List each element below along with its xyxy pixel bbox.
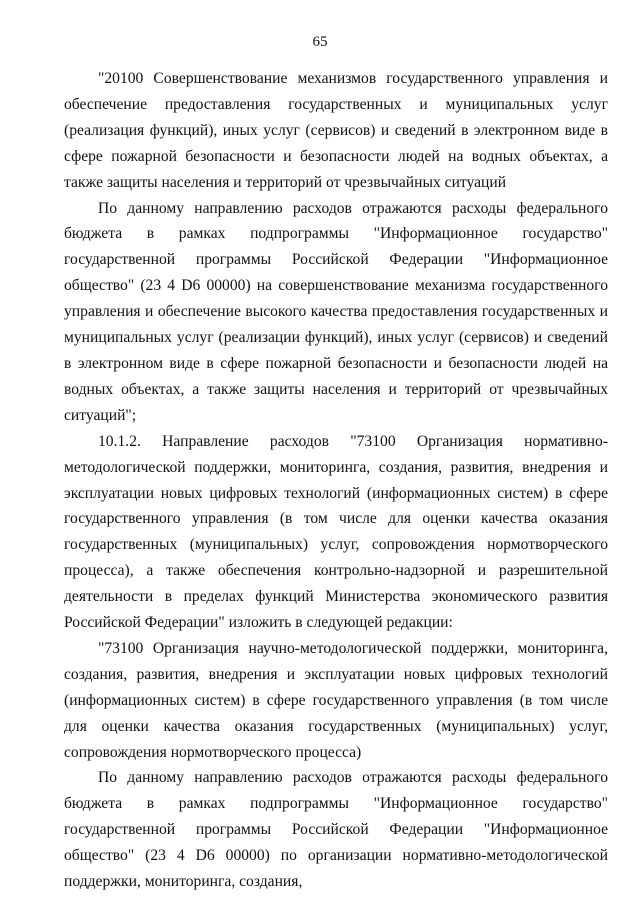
- paragraph-73100-heading: "73100 Организация научно-методологической поддержки, мониторинга, создания, развития, внедрения и эксплуатации новых цифровых технологий (информационных систем) в сфере государственного управления (в том числе для оценки качества оказания государственных (муниципальных) услуг, сопровождения нормотворческого процесса): [64, 639, 608, 761]
- page-number: 65: [312, 34, 328, 50]
- paragraph-20100-description: По данному направлению расходов отражаются расходы федерального бюджета в рамках подпрограммы "Информационное государство" государственной программы Российской Федерации "Информационное общество" (23 4 D6 00000) на совершенствование механизма государственного управления и обеспечение высокого качества предоставления государственных и муниципальных услуг (реализации функций), иных услуг (сервисов) и сведений в электронном виде в сфере пожарной безопасности и безопасности людей на водных объектах, а также защиты населения и территорий от чрезвычайных ситуаций";: [64, 199, 608, 424]
- paragraph-73100-description: По данному направлению расходов отражаются расходы федерального бюджета в рамках подпрограммы "Информационное государство" государственной программы Российской Федерации "Информационное общество" (23 4 D6 00000) по организации нормативно-методологической поддержки, мониторинга, создания,: [64, 769, 608, 891]
- document-body: [64, 66, 608, 895]
- paragraph-10-1-2: 10.1.2. Направление расходов "73100 Организация нормативно-методологической поддержки, мониторинга, создания, развития, внедрения и эксплуатации новых цифровых технологий (информационных систем) в сфере государственного управления (в том числе для оценки качества оказания государственных (муниципальных) услуг, сопровождения нормотворческого процесса), а также обеспечения контрольно-надзорной и разрешительной деятельности в пределах функций Министерства экономического развития Российской Федерации" изложить в следующей редакции:: [64, 432, 608, 632]
- paragraph-20100-heading: "20100 Совершенствование механизмов государственного управления и обеспечение предоставления государственных и муниципальных услуг (реализация функций), иных услуг (сервисов) и сведений в электронном виде в сфере пожарной безопасности и безопасности людей на водных объектах, а также защиты населения и территорий от чрезвычайных ситуаций: [64, 70, 608, 191]
